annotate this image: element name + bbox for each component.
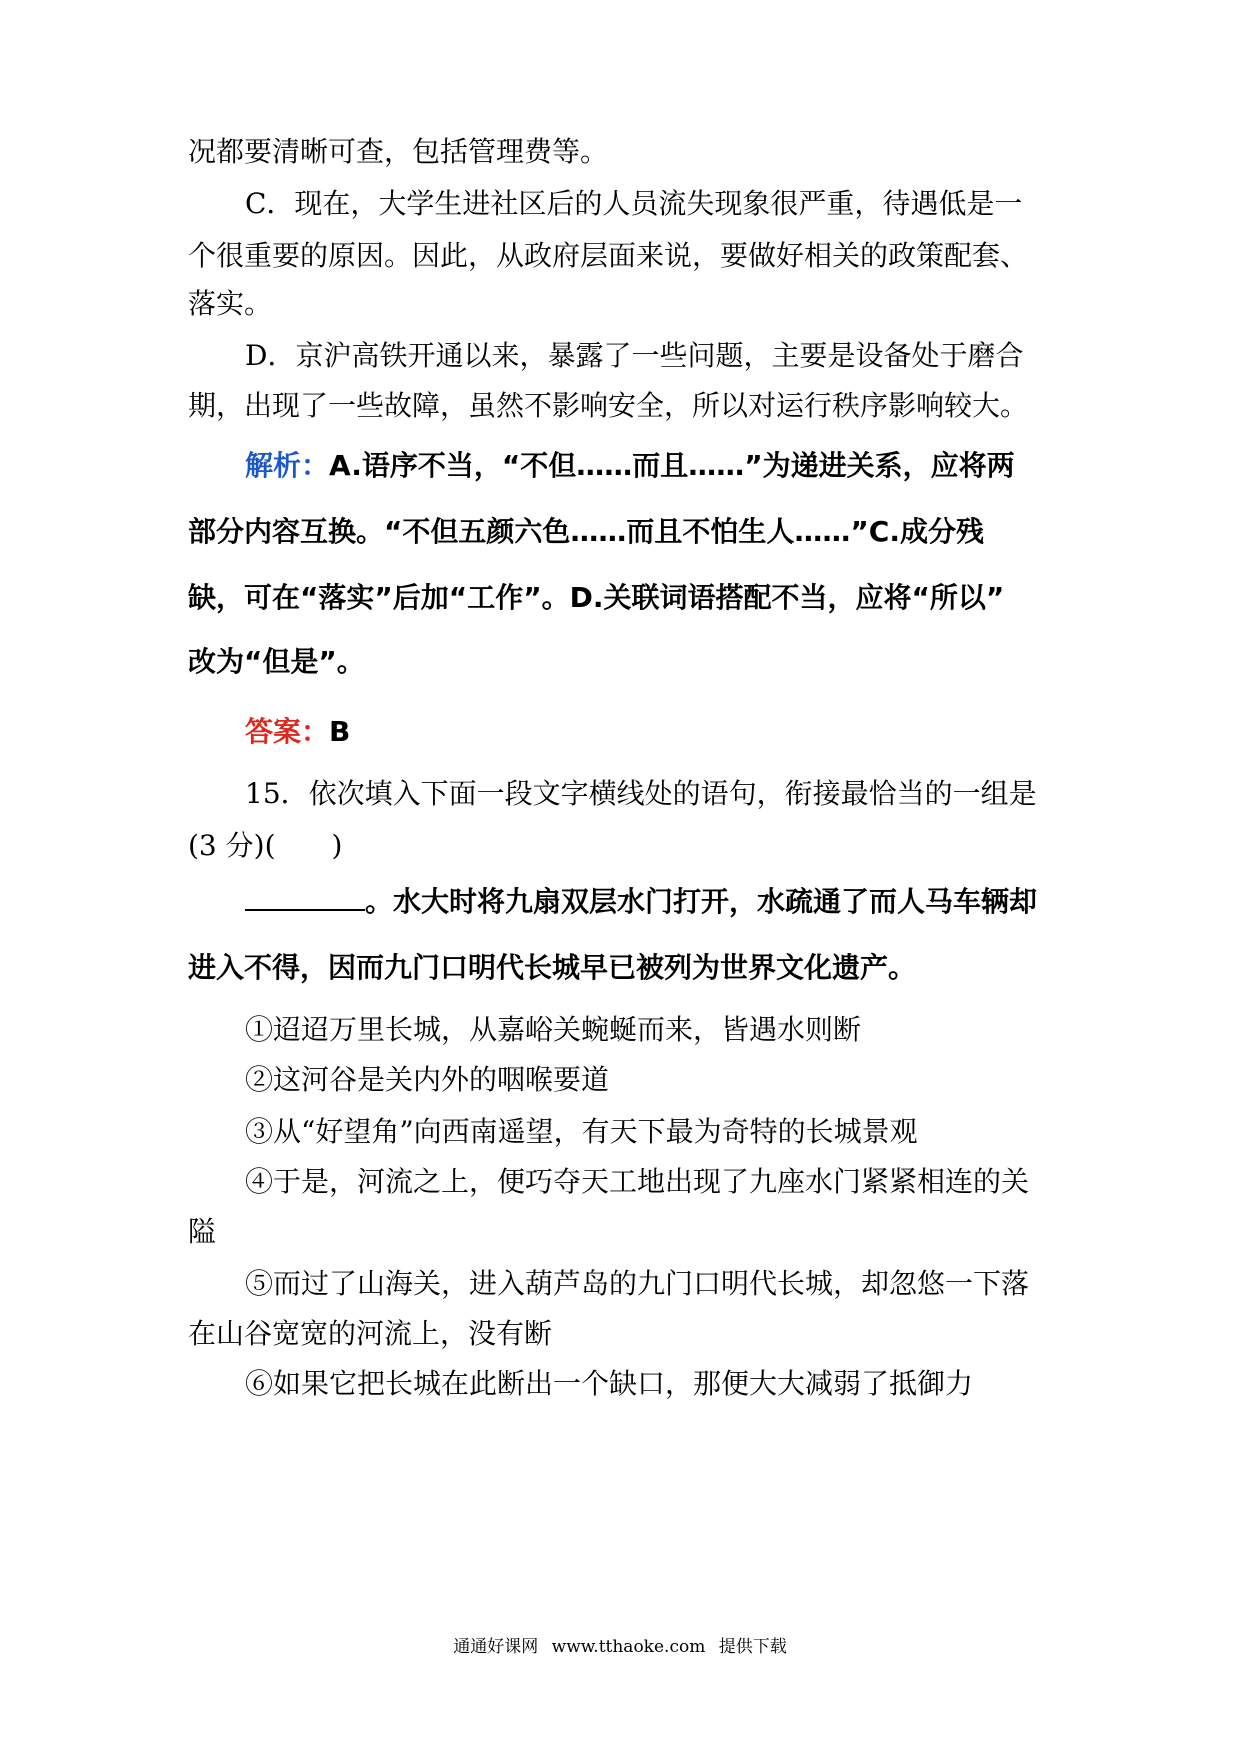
text-line: 个很重要的原因。因此，从政府层面来说，要做好相关的政策配套、 bbox=[188, 239, 1029, 272]
text-line: 期，出现了一些故障，虽然不影响安全，所以对运行秩序影响较大。 bbox=[188, 389, 1029, 422]
footer-note: 提供下载 bbox=[718, 1637, 787, 1657]
option-4: ④于是，河流之上，便巧夺天工地出现了九座水门紧紧相连的关 bbox=[245, 1165, 1030, 1198]
option-6: ⑥如果它把长城在此断出一个缺口，那便大大减弱了抵御力 bbox=[245, 1367, 974, 1400]
option-4-cont: 隘 bbox=[188, 1215, 217, 1248]
answer-value: B bbox=[329, 715, 351, 748]
analysis-text: A.语序不当，“不但……而且……”为递进关系，应将两 bbox=[329, 449, 1015, 482]
option-2: ②这河谷是关内外的咽喉要道 bbox=[245, 1063, 610, 1096]
answer-line bbox=[245, 712, 350, 752]
passage-line bbox=[245, 882, 1037, 922]
text-line: 落实。 bbox=[188, 287, 273, 320]
fill-blank bbox=[245, 887, 365, 911]
footer-site-name: 通通好课网 bbox=[453, 1637, 539, 1657]
passage-line: 进入不得，因而九门口明代长城早已被列为世界文化遗产。 bbox=[188, 951, 917, 984]
analysis-line: 部分内容互换。“不但五颜六色……而且不怕生人……”C.成分残 bbox=[188, 515, 984, 548]
option-5-cont: 在山谷宽宽的河流上，没有断 bbox=[188, 1317, 553, 1350]
question-line: (3 分)( ) bbox=[188, 829, 343, 862]
text-line: 况都要清晰可查，包括管理费等。 bbox=[188, 135, 609, 168]
analysis-line bbox=[245, 446, 1015, 486]
option-5: ⑤而过了山海关，进入葫芦岛的九门口明代长城，却忽悠一下落 bbox=[245, 1267, 1030, 1300]
answer-label: 答案： bbox=[245, 715, 330, 748]
option-c-line: C．现在，大学生进社区后的人员流失现象很严重，待遇低是一 bbox=[245, 187, 1023, 220]
analysis-line: 缺，可在“落实”后加“工作”。D.关联词语搭配不当，应将“所以” bbox=[188, 581, 1005, 614]
analysis-label: 解析： bbox=[245, 449, 330, 482]
option-1: ①迢迢万里长城，从嘉峪关蜿蜒而来，皆遇水则断 bbox=[245, 1013, 862, 1046]
option-3: ③从“好望角”向西南遥望，有天下最为奇特的长城景观 bbox=[245, 1115, 918, 1148]
option-d-line: D．京沪高铁开通以来，暴露了一些问题，主要是设备处于磨合 bbox=[245, 339, 1024, 372]
question-line: 15．依次填入下面一段文字横线处的语句，衔接最恰当的一组是 bbox=[245, 777, 1037, 810]
footer-url[interactable]: www.tthaoke.com bbox=[551, 1637, 706, 1657]
page-footer bbox=[0, 1632, 1240, 1657]
passage-text: 。水大时将九扇双层水门打开，水疏通了而人马车辆却 bbox=[365, 885, 1038, 918]
analysis-line: 改为“但是”。 bbox=[188, 645, 365, 678]
